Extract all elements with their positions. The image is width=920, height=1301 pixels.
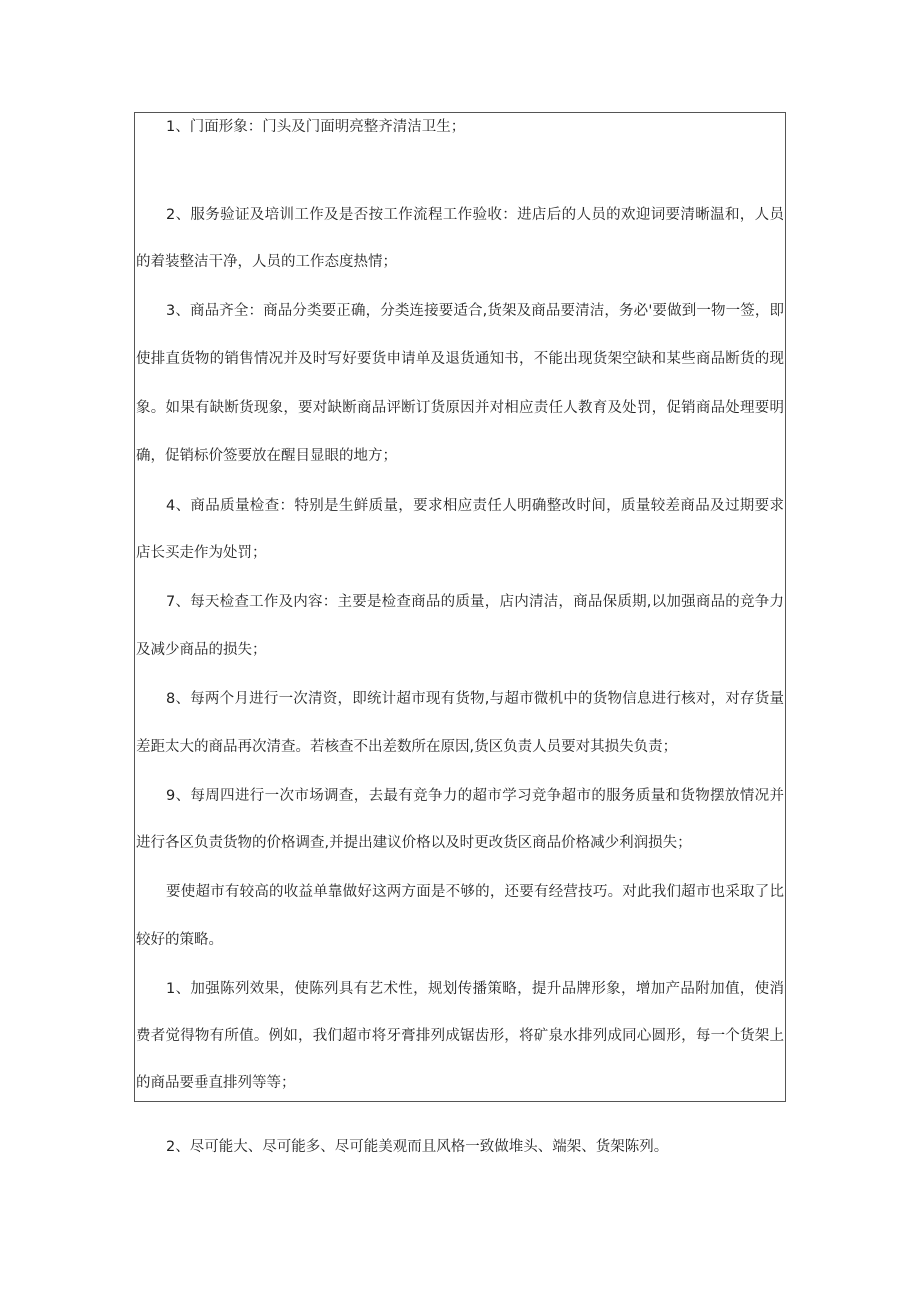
- item-4-line-1: 4、商品质量检查：特别是生鲜质量，要求相应责任人明确整改时间，质量较差商品及过期要求: [166, 498, 784, 514]
- strategy-intro-line-1: 要使超市有较高的收益单靠做好这两方面是不够的，还要有经营技巧。对此我们超市也采取了比: [166, 884, 784, 900]
- item-7-line-1: 7、每天检查工作及内容：主要是检查商品的质量，店内清洁，商品保质期,以加强商品的竞争力: [166, 594, 784, 610]
- strategy-1-line-1: 1、加强陈列效果，使陈列具有艺术性，规划传播策略，提升品牌形象，增加产品附加值，使消: [166, 981, 784, 997]
- item-3-line-2: 使排直货物的销售情况并及时写好要货申请单及退货通知书，不能出现货架空缺和某些商品断货的现: [136, 351, 784, 367]
- item-9-line-2: 进行各区负责货物的价格调查,并提出建议价格以及时更改货区商品价格减少利润损失；: [136, 835, 692, 851]
- item-2-line-1: 2、服务验证及培训工作及是否按工作流程工作验收：进店后的人员的欢迎词要清晰温和，人员: [166, 207, 784, 223]
- item-1-line-1: 1、门面形象：门头及门面明亮整齐清洁卫生；: [166, 119, 466, 135]
- item-8-line-2: 差距太大的商品再次清查。若核查不出差数所在原因,货区负责人员要对其损失负责；: [136, 739, 678, 755]
- item-7-line-2: 及减少商品的损失；: [136, 642, 267, 658]
- strategy-1-line-3: 的商品要垂直排列等等；: [136, 1075, 296, 1091]
- item-3-line-4: 确，促销标价签要放在醒目显眼的地方；: [136, 448, 397, 464]
- strategy-1-line-2: 费者觉得物有所值。例如，我们超市将牙膏排列成锯齿形，将矿泉水排列成同心圆形，每一个货架上: [136, 1028, 784, 1044]
- item-9-line-1: 9、每周四进行一次市场调查，去最有竞争力的超市学习竞争超市的服务质量和货物摆放情况并: [166, 788, 784, 804]
- item-3-line-3: 象。如果有缺断货现象，要对缺断商品评断订货原因并对相应责任人教育及处罚，促销商品处理要明: [136, 400, 784, 416]
- item-3-line-1: 3、商品齐全：商品分类要正确，分类连接要适合,货架及商品要清洁，务必'要做到一物一签，即: [166, 303, 784, 319]
- item-2-line-2: 的着装整洁干净，人员的工作态度热情；: [136, 254, 397, 270]
- strategy-intro-line-2: 较好的策略。: [136, 932, 223, 948]
- item-8-line-1: 8、每两个月进行一次清资，即统计超市现有货物,与超市微机中的货物信息进行核对，对存货量: [166, 691, 784, 707]
- item-4-line-2: 店长买走作为处罚；: [136, 545, 267, 561]
- strategy-2-line-1: 2、尽可能大、尽可能多、尽可能美观而且风格一致做堆头、端架、货架陈列。: [166, 1139, 669, 1155]
